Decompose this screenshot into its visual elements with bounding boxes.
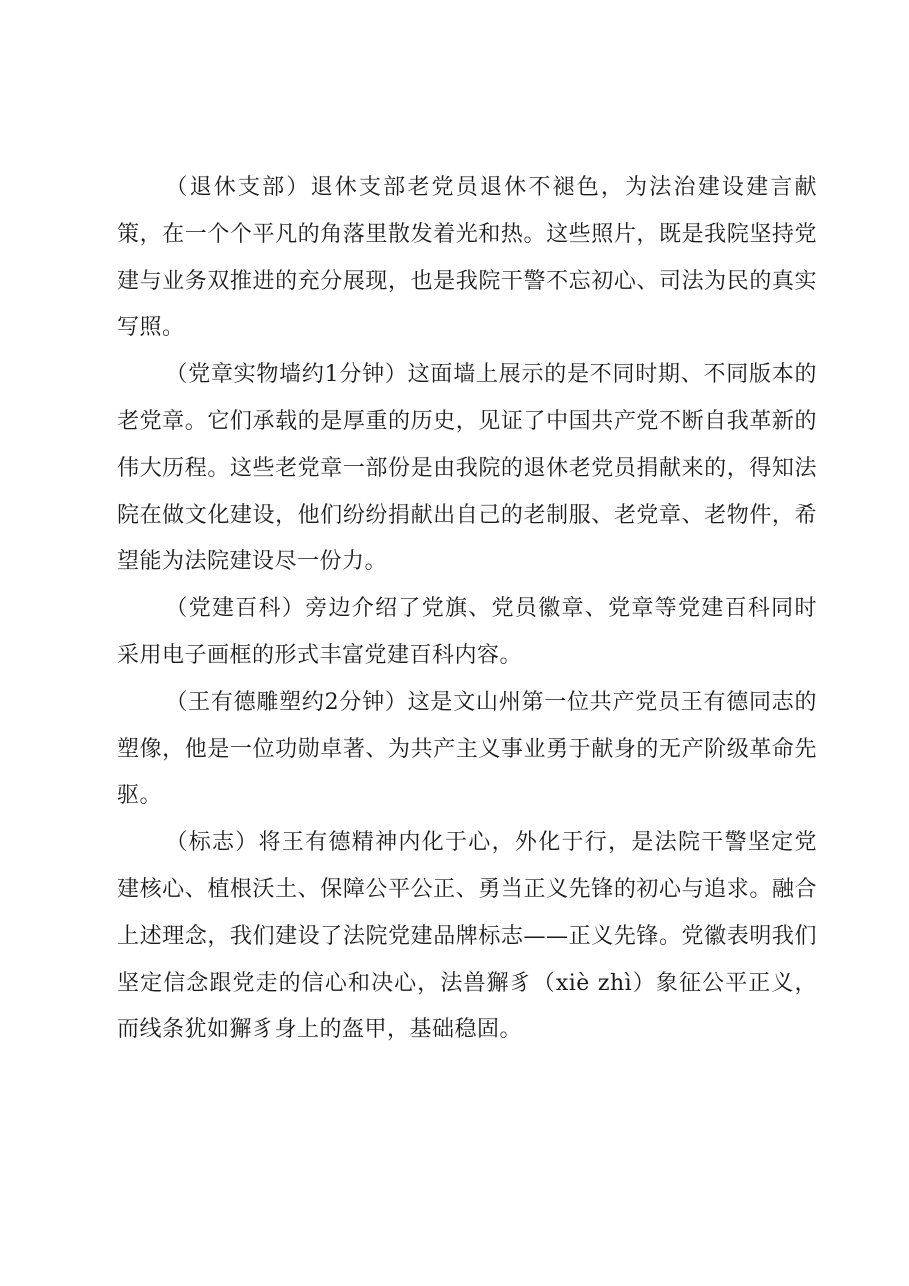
paragraph-party-encyclopedia: （党建百科）旁边介绍了党旗、党员徽章、党章等党建百科同时采用电子画框的形式丰富党建百科内容。: [117, 596, 817, 668]
paragraph-logo: （标志）将王有德精神内化于心，外化于行，是法院干警坚定党建核心、植根沃土、保障公平公正、勇当正义先锋的初心与追求。融合上述理念，我们建设了法院党建品牌标志——正义先锋。党徽表明我们坚定信念跟党走的信心和决心，法兽獬豸（xiè zhì）象征公平正义，而线条犹如獬豸身上的盔甲，基础稳固。: [117, 830, 817, 1043]
paragraph-wang-youde-statue: （王有德雕塑约2分钟）这是文山州第一位共产党员王有德同志的塑像，他是一位功勋卓著、为共产主义事业勇于献身的无产阶级革命先驱。: [117, 689, 817, 809]
paragraph-party-constitution-wall: （党章实物墙约1分钟）这面墙上展示的是不同时期、不同版本的老党章。它们承载的是厚重的历史，见证了中国共产党不断自我革新的伟大历程。这些老党章一部份是由我院的退休老党员捐献来的，得知法院在做文化建设，他们纷纷捐献出自己的老制服、老党章、老物件，希望能为法院建设尽一份力。: [117, 362, 817, 575]
paragraph-retired-branch: （退休支部）退休支部老党员退休不褪色，为法治建设建言献策，在一个个平凡的角落里散发着光和热。这些照片，既是我院坚持党建与业务双推进的充分展现，也是我院干警不忘初心、司法为民的真实写照。: [117, 175, 817, 341]
document-body: [117, 165, 817, 1054]
